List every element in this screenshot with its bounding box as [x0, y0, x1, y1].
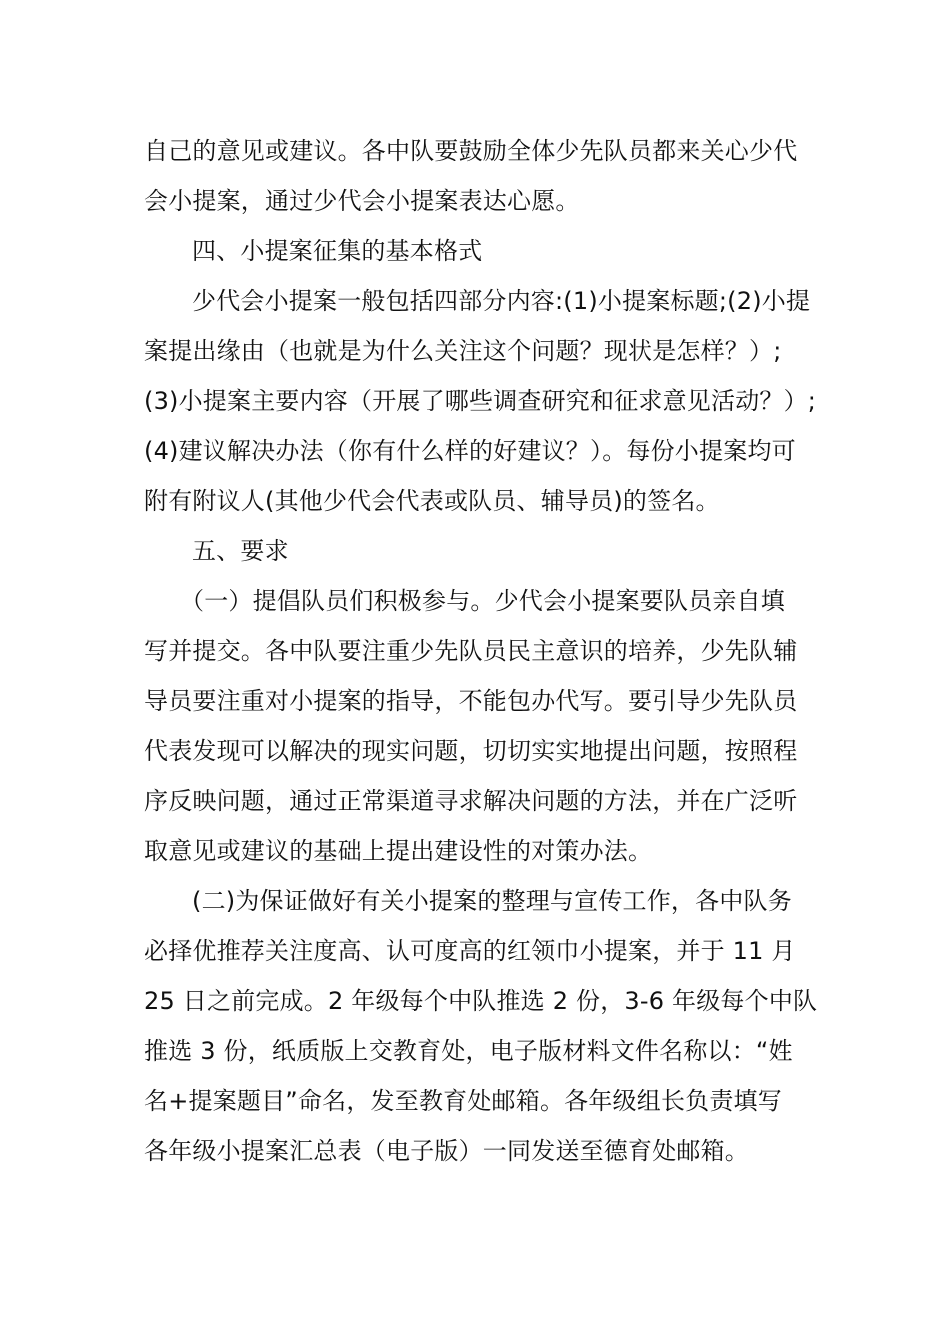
- paragraph-line: 名+提案题目”命名，发至教育处邮箱。各年级组长负责填写: [144, 1087, 782, 1115]
- paragraph-line: 代表发现可以解决的现实问题，切切实实地提出问题，按照程: [144, 737, 798, 765]
- paragraph-line: 取意见或建议的基础上提出建设性的对策办法。: [144, 837, 653, 865]
- paragraph-line: 写并提交。各中队要注重少先队员民主意识的培养，少先队辅: [144, 637, 798, 665]
- paragraph-line: 附有附议人(其他少代会代表或队员、辅导员)的签名。: [144, 487, 720, 515]
- paragraph-line: 少代会小提案一般包括四部分内容:(1)小提案标题;(2)小提: [192, 287, 811, 315]
- paragraph-line: 自己的意见或建议。各中队要鼓励全体少先队员都来关心少代: [144, 137, 798, 165]
- paragraph-line: 推选 3 份，纸质版上交教育处，电子版材料文件名称以：“姓: [144, 1037, 793, 1065]
- paragraph-line: (二)为保证做好有关小提案的整理与宣传工作，各中队务: [192, 887, 792, 915]
- paragraph-line: （一）提倡队员们积极参与。少代会小提案要队员亲自填: [180, 587, 785, 615]
- paragraph-line: 案提出缘由（也就是为什么关注这个问题？现状是怎样？）;: [144, 337, 782, 365]
- paragraph-line: 必择优推荐关注度高、认可度高的红领巾小提案，并于 11 月: [144, 937, 796, 965]
- paragraph-line: 各年级小提案汇总表（电子版）一同发送至德育处邮箱。: [144, 1137, 749, 1165]
- paragraph-line: 会小提案，通过少代会小提案表达心愿。: [144, 187, 580, 215]
- section-heading: 五、要求: [192, 537, 289, 565]
- paragraph-line: 导员要注重对小提案的指导，不能包办代写。要引导少先队员: [144, 687, 798, 715]
- paragraph-line: (3)小提案主要内容（开展了哪些调查研究和征求意见活动？）;: [144, 387, 817, 415]
- section-heading: 四、小提案征集的基本格式: [192, 237, 483, 265]
- paragraph-line: 序反映问题，通过正常渠道寻求解决问题的方法，并在广泛听: [144, 787, 798, 815]
- paragraph-line: 25 日之前完成。2 年级每个中队推选 2 份，3-6 年级每个中队: [144, 987, 818, 1015]
- paragraph-line: (4)建议解决办法（你有什么样的好建议？）。每份小提案均可: [144, 437, 796, 465]
